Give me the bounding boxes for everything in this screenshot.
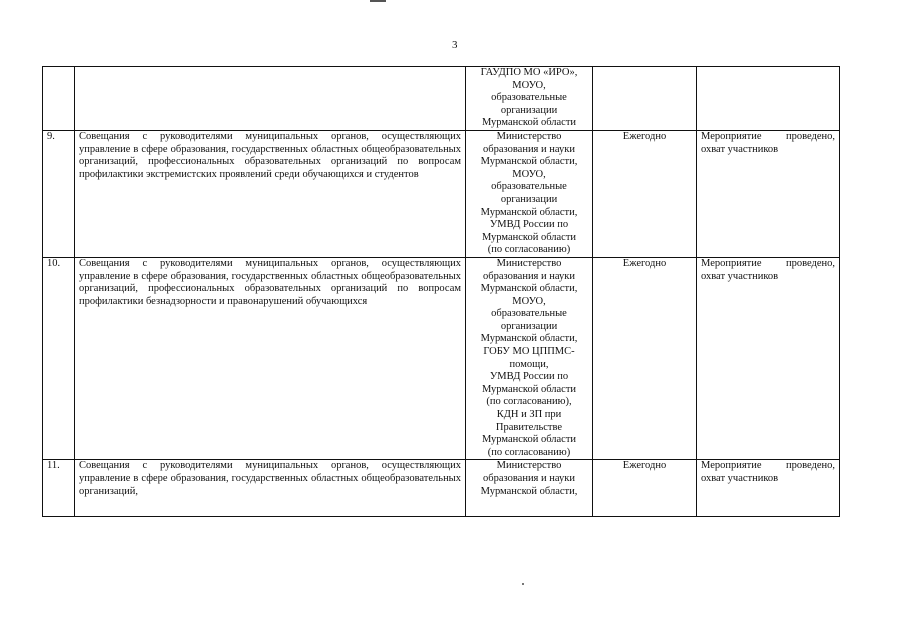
page-number: 3 — [452, 39, 458, 51]
executor-line: образовательные — [491, 92, 567, 104]
executor-line: организации — [500, 104, 558, 116]
executor-line: УМВД России по — [489, 219, 569, 231]
row-number: 9. — [43, 130, 75, 257]
result-cell: Мероприятие проведено, охват участников — [697, 257, 840, 460]
executor-line: (по согласованию) — [487, 244, 571, 256]
executor-line: Мурманской области, — [480, 485, 578, 497]
executor-line: образования и науки — [483, 143, 575, 155]
scan-speck — [522, 583, 524, 585]
executor-line: Мурманской области, — [480, 156, 578, 168]
executor-line: Правительстве — [495, 421, 563, 433]
measure-description: Совещания с руководителями муниципальных органов, осуществляющих управление в сфере образования, государственных областных общеобразовательных организаций, профессиональных образовательных организаций по вопросам профилактики экстремистских проявлений среди обучающихся и студентов — [75, 130, 466, 257]
executor-line: Мурманской области — [481, 231, 577, 243]
executor-line: Мурманской области — [481, 117, 577, 129]
executors-cell — [466, 257, 593, 460]
table-row — [43, 460, 840, 517]
result-cell: Мероприятие проведено, охват участников — [697, 130, 840, 257]
executor-line: Мурманской области, — [480, 333, 578, 345]
executor-line: МОУО, — [512, 79, 546, 91]
executor-line: (по согласованию), — [486, 396, 572, 408]
measure-description: Совещания с руководителями муниципальных органов, осуществляющих управление в сфере образования, государственных областных общеобразовательных организаций, профессиональных образовательных организаций по вопросам профилактики безнадзорности и правонарушений обучающихся — [75, 257, 466, 460]
top-edge-mark — [370, 0, 386, 2]
executor-line: Министерство — [496, 130, 562, 142]
executor-line: организации — [500, 320, 558, 332]
executor-line: образования и науки — [483, 270, 575, 282]
row-number — [43, 67, 75, 131]
executor-line: Мурманской области, — [480, 283, 578, 295]
executors-cell — [466, 67, 593, 131]
executor-line: ГОБУ МО ЦППМС- — [483, 346, 575, 358]
executor-line: образовательные — [491, 308, 567, 320]
row-number: 10. — [43, 257, 75, 460]
executors-cell — [466, 460, 593, 517]
measure-description — [75, 67, 466, 131]
executor-line: МОУО, — [512, 295, 546, 307]
executor-line: организации — [500, 193, 558, 205]
term-cell: Ежегодно — [593, 460, 697, 517]
executors-cell — [466, 130, 593, 257]
executor-line: ГАУДПО МО «ИРО», — [480, 67, 578, 78]
executor-line: Мурманской области — [481, 434, 577, 446]
term-cell — [593, 67, 697, 131]
measures-table — [42, 66, 840, 517]
executor-line: образования и науки — [483, 473, 575, 484]
executor-line: Министерство — [496, 460, 562, 472]
table-row — [43, 130, 840, 257]
executor-line: образовательные — [491, 181, 567, 193]
executor-line: помощи, — [509, 358, 549, 370]
table-row — [43, 67, 840, 131]
executor-line: Министерство — [496, 257, 562, 269]
table-row — [43, 257, 840, 460]
executor-line: Мурманской области, — [480, 206, 578, 218]
term-cell: Ежегодно — [593, 257, 697, 460]
executor-line: КДН и ЗП при — [496, 409, 562, 421]
result-cell: Мероприятие проведено, охват участников — [697, 460, 840, 517]
executor-line: (по согласованию) — [487, 446, 571, 458]
measure-description: Совещания с руководителями муниципальных органов, осуществляющих управление в сфере образования, государственных областных общеобразовательных организаций, — [75, 460, 466, 517]
executor-line: УМВД России по — [489, 371, 569, 383]
executor-line: МОУО, — [512, 168, 546, 180]
result-cell — [697, 67, 840, 131]
term-cell: Ежегодно — [593, 130, 697, 257]
executor-line: Мурманской области — [481, 383, 577, 395]
row-number: 11. — [43, 460, 75, 517]
